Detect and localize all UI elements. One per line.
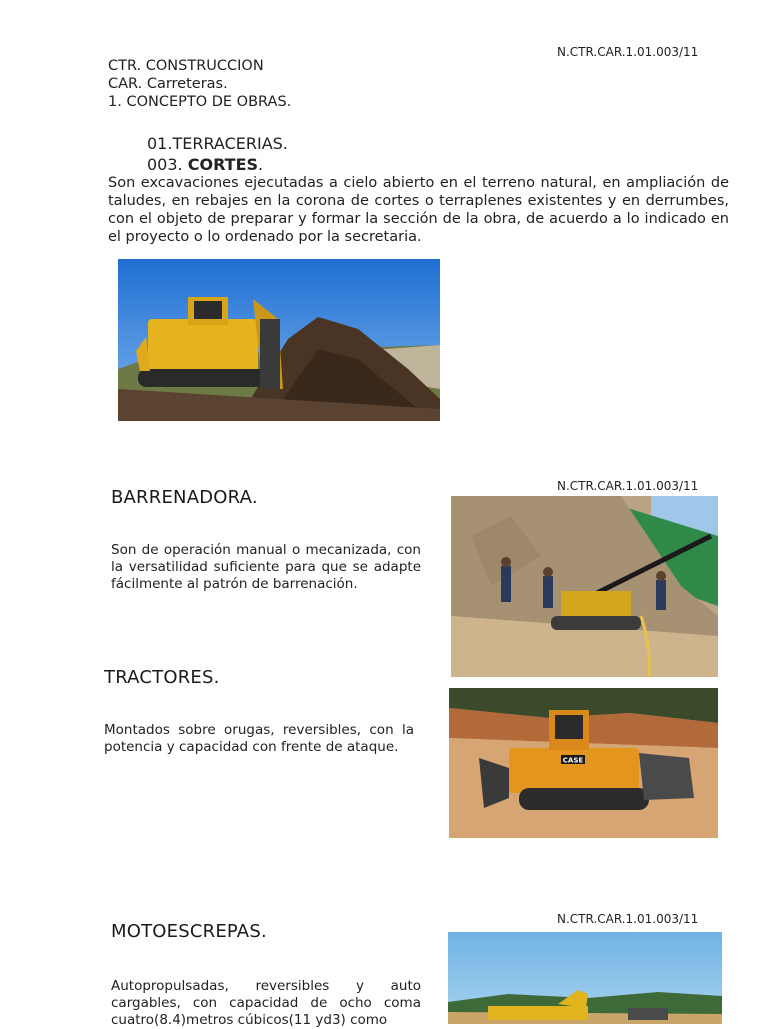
header-line-concepto: 1. CONCEPTO DE OBRAS. <box>108 94 292 110</box>
section-header <box>108 57 291 111</box>
cortes-paragraph: Son excavaciones ejecutadas a cielo abierto en el terreno natural, en ampliación de taludes, en rebajes en la corona de cortes o terraplenes existentes y en derrumbes, con el objeto de preparar y formar la sección de la obra, de acuerdo a lo indicado en el proyecto o lo ordenado por la secretaria. <box>108 175 729 245</box>
document-code: N.CTR.CAR.1.01.003/11 <box>557 45 699 59</box>
drill-rig-photo <box>451 496 718 677</box>
motoescrepas-text: Autopropulsadas, reversibles y auto cargables, con capacidad de ocho coma cuatro(8.4)metros cúbicos(11 yd3) como <box>111 978 421 1028</box>
tractores-title: TRACTORES. <box>104 667 220 688</box>
document-code: N.CTR.CAR.1.01.003/11 <box>557 479 699 493</box>
header-line-car: CAR. Carreteras. <box>108 76 228 92</box>
barrenadora-title: BARRENADORA. <box>111 487 258 508</box>
case-tractor-photo <box>449 688 718 838</box>
barrenadora-text: Son de operación manual o mecanizada, con la versatilidad suficiente para que se adapte fácilmente al patrón de barrenación. <box>111 542 421 592</box>
subsection-cortes <box>147 154 263 175</box>
tractores-text: Montados sobre orugas, reversibles, con la potencia y capacidad con frente de ataque. <box>104 722 414 755</box>
cortes-number: 003. <box>147 155 188 174</box>
subsection-terracerias: 01.TERRACERIAS. <box>147 134 288 153</box>
motoescrepas-title: MOTOESCREPAS. <box>111 921 267 942</box>
case-logo: CASE <box>562 756 584 765</box>
header-line-ctr: CTR. CONSTRUCCION <box>108 58 264 74</box>
cortes-title: CORTES <box>187 155 259 174</box>
bulldozer-photo <box>118 259 440 421</box>
motoescrepa-photo <box>448 932 722 1024</box>
document-code: N.CTR.CAR.1.01.003/11 <box>557 912 699 926</box>
cortes-period: . <box>258 155 264 174</box>
